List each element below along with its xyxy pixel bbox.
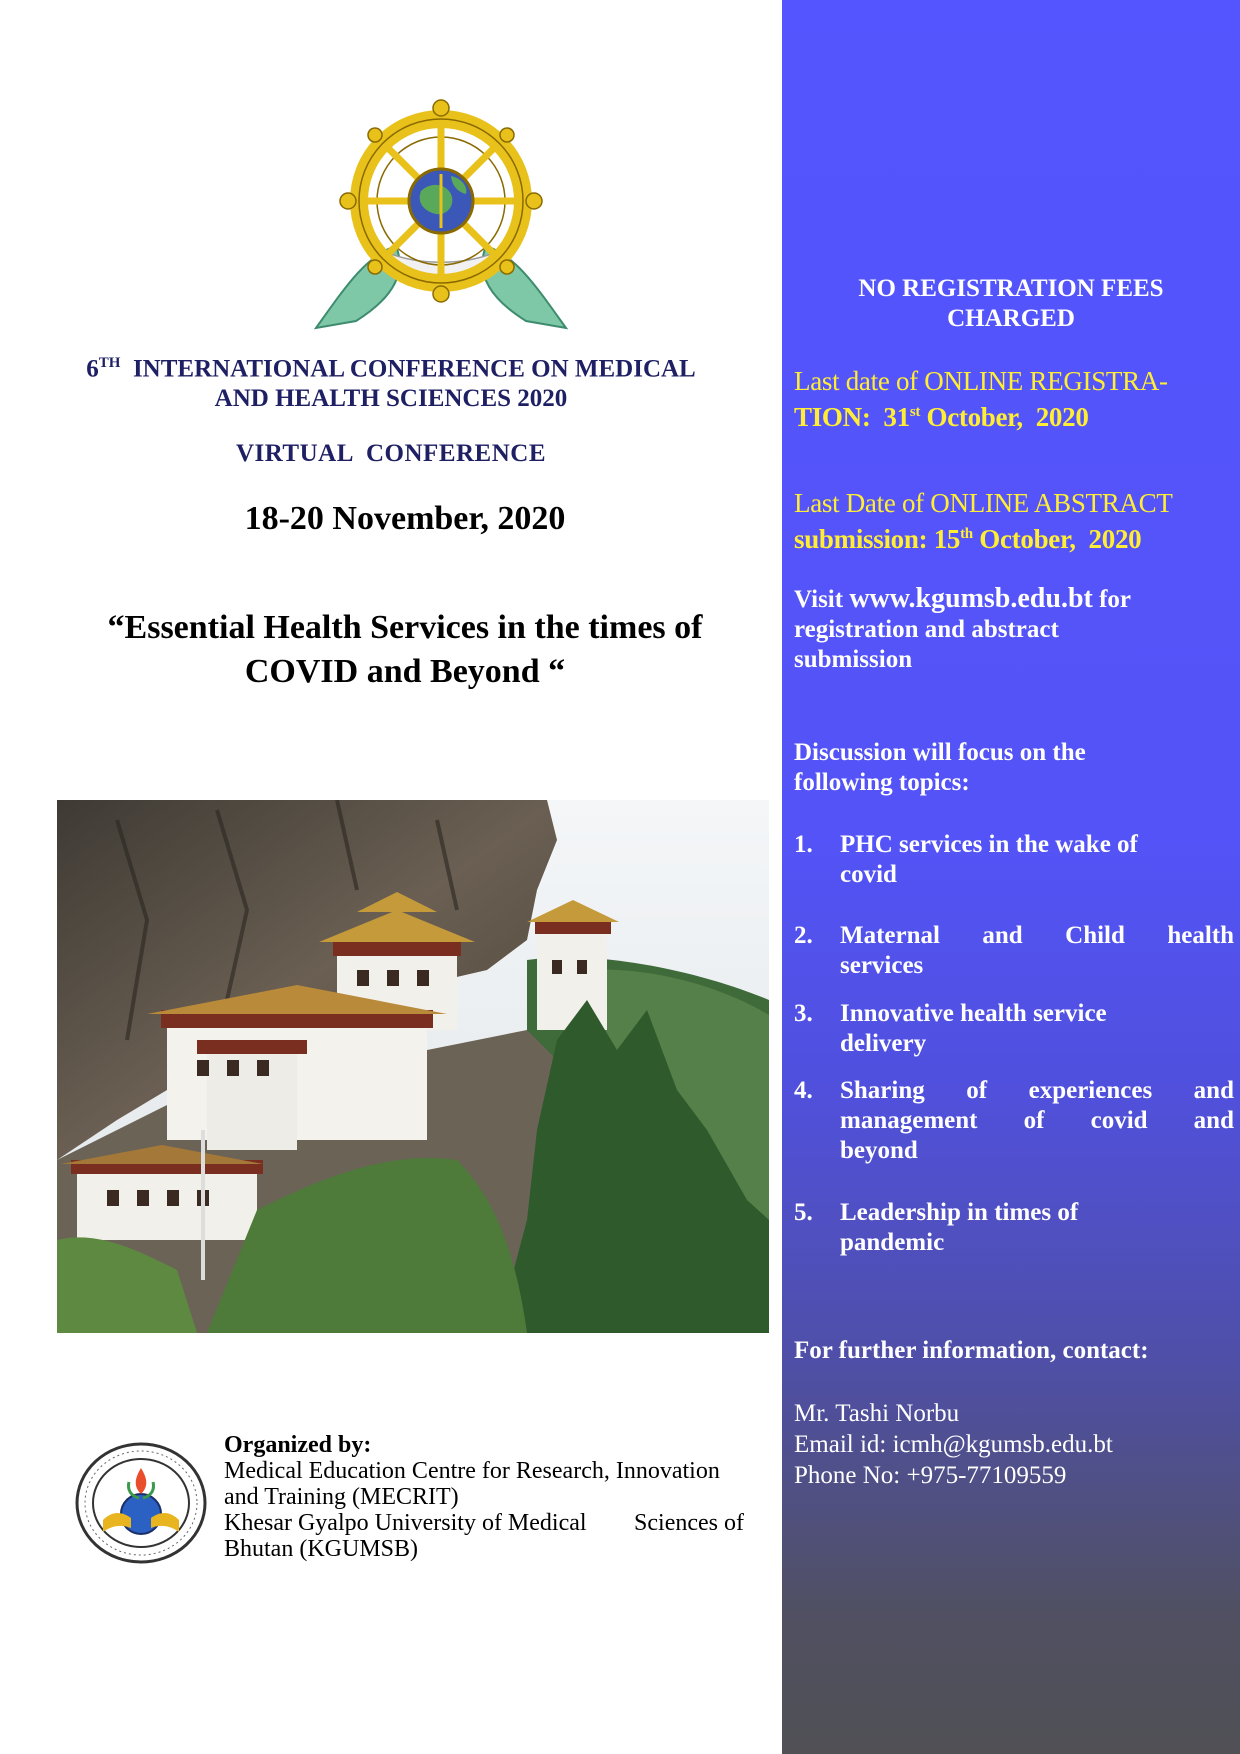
organizer-line-2: and Training (MECRIT) — [224, 1484, 459, 1510]
topic-item-4 — [794, 1076, 1234, 1166]
ordinal-suffix: TH — [98, 355, 121, 371]
organizer-line-3a: Khesar Gyalpo University of Medical — [224, 1510, 587, 1536]
registration-suffix: st — [909, 404, 921, 420]
organizer-block — [224, 1432, 744, 1562]
topic-line-1: Sharing of experiences and — [840, 1077, 1234, 1104]
topic-number: 4. — [794, 1077, 813, 1104]
focus-line-1: Discussion will focus on the — [794, 739, 1086, 766]
contact-name: Mr. Tashi Norbu — [794, 1400, 960, 1427]
topic-line-3: beyond — [840, 1137, 918, 1164]
topic-line-2: pandemic — [840, 1229, 945, 1256]
organizer-line-3 — [224, 1510, 744, 1536]
topic-line-1: Innovative health service — [840, 1000, 1107, 1027]
contact-heading: For further information, contact: — [794, 1337, 1149, 1364]
topic-line-2: services — [840, 952, 924, 979]
conference-dates: 18-20 November, 2020 — [244, 500, 566, 537]
abstract-rest: October, 2020 — [972, 524, 1142, 554]
topic-number: 5. — [794, 1199, 813, 1226]
visit-word: Visit — [794, 586, 850, 613]
topic-number: 3. — [794, 1000, 813, 1027]
contact-details — [794, 1398, 1234, 1491]
conference-title — [0, 348, 782, 414]
topic-line-1: Leadership in times of — [840, 1199, 1079, 1226]
poster-info-sidebar — [782, 0, 1240, 1754]
abstract-deadline — [794, 488, 1234, 555]
topic-line-2: delivery — [840, 1030, 927, 1057]
topic-line-1: Maternal and Child health — [840, 922, 1234, 949]
organizer-line-1: Medical Education Centre for Research, Innovation — [224, 1458, 720, 1484]
no-fee-notice — [782, 274, 1240, 334]
topic-line-2: covid — [840, 861, 897, 888]
conference-mode: VIRTUAL CONFERENCE — [235, 440, 547, 467]
registration-line-1: Last date of ONLINE REGISTRA- — [794, 366, 1168, 396]
website-link[interactable]: www.kgumsb.edu.bt — [849, 583, 1093, 614]
topic-item-2 — [794, 921, 1234, 981]
visit-line-3: submission — [794, 646, 913, 673]
title-line-2: AND HEALTH SCIENCES 2020 — [214, 385, 568, 413]
dharma-wheel-logo — [286, 96, 596, 336]
registration-prefix: TION: 31 — [794, 402, 910, 432]
focus-line-2: following topics: — [794, 769, 970, 796]
organizer-heading: Organized by: — [224, 1432, 372, 1458]
no-fee-line-2: CHARGED — [947, 305, 1075, 332]
theme-line-1: “Essential Health Services in the times of — [107, 609, 703, 646]
abstract-suffix: th — [960, 526, 973, 542]
organizer-line-3b: Sciences of — [634, 1510, 744, 1536]
theme-line-2: COVID and Beyond “ — [244, 653, 566, 690]
topic-item-3 — [794, 999, 1234, 1059]
contact-phone[interactable]: Phone No: +975-77109559 — [794, 1462, 1067, 1489]
topic-number: 2. — [794, 922, 813, 949]
topic-item-1 — [794, 830, 1234, 890]
visit-after: for — [1092, 586, 1132, 613]
topic-item-5 — [794, 1198, 1234, 1258]
abstract-prefix: submission: 15 — [794, 524, 961, 554]
topic-line-2: management of covid and — [840, 1107, 1234, 1134]
title-line-1: INTERNATIONAL CONFERENCE ON MEDICAL — [132, 355, 696, 383]
registration-deadline — [794, 366, 1234, 433]
no-fee-line-1: NO REGISTRATION FEES — [858, 275, 1164, 302]
topic-number: 1. — [794, 831, 813, 858]
ordinal-number: 6 — [86, 355, 99, 383]
monastery-photo — [57, 800, 769, 1333]
contact-email[interactable]: Email id: icmh@kgumsb.edu.bt — [794, 1431, 1113, 1458]
university-seal — [73, 1440, 209, 1566]
registration-rest: October, 2020 — [920, 402, 1089, 432]
website-notice — [794, 584, 1234, 675]
topics-intro — [794, 738, 1234, 798]
conference-theme — [0, 606, 810, 694]
organizer-line-4: Bhutan (KGUMSB) — [224, 1536, 419, 1562]
visit-line-2: registration and abstract — [794, 616, 1059, 643]
topic-line-1: PHC services in the wake of — [840, 831, 1138, 858]
abstract-line-1: Last Date of ONLINE ABSTRACT — [794, 488, 1173, 518]
